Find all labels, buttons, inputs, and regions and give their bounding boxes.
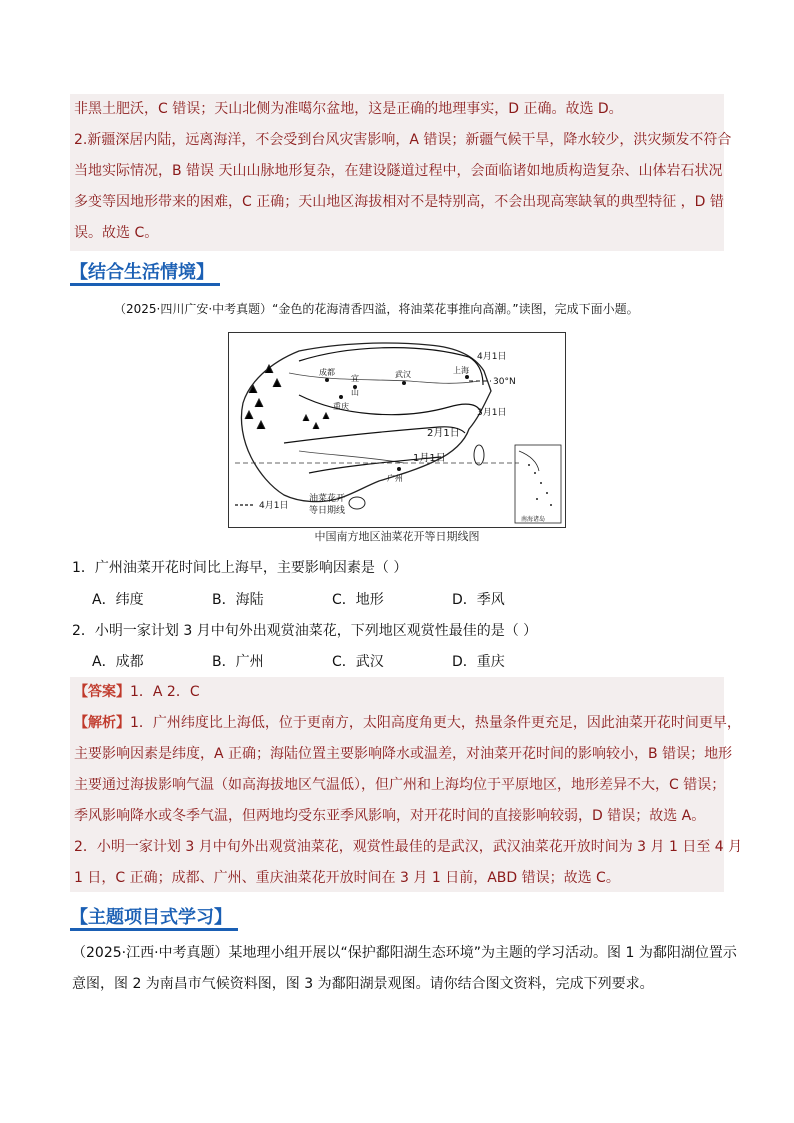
label-wuhan: 武汉	[395, 370, 411, 379]
question-2-stem: 2．小明一家计划 3 月中旬外出观赏油菜花，下列地区观赏性最佳的是（ ）	[72, 623, 538, 639]
legend-date-label: 4月1日	[259, 501, 289, 511]
label-chengdu: 成都	[319, 368, 335, 377]
label-jan1: 1月1日	[413, 453, 446, 464]
legend-text-line1: 油菜花开	[309, 494, 346, 504]
label-guangzhou: 广州	[387, 474, 403, 483]
answer-line: 2.新疆深居内陆，远离海洋，不会受到台风灾害影响，A 错误；新疆气候干旱，降水较少，洪灾频发不符合	[74, 132, 732, 148]
city-point-guangzhou	[397, 467, 401, 471]
analysis-line: 1 日，C 正确；成都、广州、重庆油菜花开放时间在 3 月 1 日前，ABD 错误；故选 C。	[74, 870, 620, 886]
question-intro: （2025·四川广安·中考真题）“金色的花海清香四溢，将油菜花事推向高潮。”读图，完成下面小题。	[114, 302, 639, 316]
inset-coast	[519, 451, 539, 471]
option-d: D．重庆	[452, 654, 505, 670]
analysis-line: 季风影响降水或冬季气温，但两地均受东亚季风影响，对开花时间的直接影响较弱，D 错误；故选 A。	[74, 808, 706, 824]
rapeseed-bloom-map	[228, 332, 566, 528]
question-1-stem: 1．广州油菜开花时间比上海早，主要影响因素是（ ）	[72, 560, 408, 576]
label-chongqing: 重庆	[333, 402, 349, 411]
legend-text-line2: 等日期线	[309, 506, 346, 516]
option-a: A．纬度	[92, 592, 144, 608]
answer-text: 1．A 2．C	[130, 684, 200, 700]
answer-analysis-block	[70, 677, 743, 892]
option-c: C．地形	[332, 592, 384, 608]
mountain-symbols	[245, 365, 329, 429]
analysis-line: 主要通过海拔影响气温（如高海拔地区气温低），但广州和上海均位于平原地区，地形差异不大，C 错误；	[74, 777, 726, 793]
label-feb1: 2月1日	[427, 428, 460, 439]
isoline-mar1	[299, 395, 481, 415]
option-a: A．成都	[92, 654, 144, 670]
label-apr1: 4月1日	[477, 352, 507, 362]
project-intro-line: 意图，图 2 为南昌市气候资料图，图 3 为鄱阳湖景观图。请你结合图文资料，完成下列要求。	[72, 976, 654, 992]
section-heading-project-learning	[70, 903, 232, 931]
city-point-shanghai	[465, 375, 469, 379]
option-d: D．季风	[452, 592, 505, 608]
inset-box	[515, 445, 561, 523]
label-shan: 山	[351, 388, 359, 397]
label-30n: 30°N	[493, 377, 516, 387]
city-point-chongqing	[339, 395, 343, 399]
section-heading-life-context	[70, 258, 214, 286]
answer-line: 误。故选 C。	[74, 225, 159, 241]
taiwan-island	[474, 445, 484, 465]
inset-label: 南海诸岛	[521, 516, 546, 523]
city-point-wuhan	[402, 381, 406, 385]
answer-line: 非黑土肥沃，C 错误；天山北侧为准噶尔盆地，这是正确的地理事实，D 正确。故选 D。	[74, 101, 623, 117]
label-shanghai: 上海	[453, 366, 469, 375]
answer-line: 多变等因地形带来的困难，C 正确；天山地区海拔相对不是特别高，不会出现高寒缺氧的典型特征 ，D 错	[74, 194, 724, 210]
heading-underline	[70, 928, 238, 931]
analysis-line	[70, 708, 741, 739]
heading-underline	[70, 283, 220, 286]
section-title: 【主题项目式学习】	[70, 907, 232, 928]
hainan-island	[349, 497, 365, 509]
figure-caption: 中国南方地区油菜花开等日期线图	[314, 530, 480, 543]
answer-line: 当地实际情况，B 错误 天山山脉地形复杂，在建设隧道过程中，会面临诸如地质构造复杂、山体岩石状况	[74, 163, 723, 179]
answer-line	[70, 677, 724, 708]
previous-answer-block	[70, 94, 732, 251]
analysis-line: 2．小明一家计划 3 月中旬外出观赏油菜花，观赏性最佳的是武汉，武汉油菜花开放时间为 3 月 1 日至 4 月	[74, 839, 743, 855]
pearl-river	[299, 451, 404, 463]
analysis-text: 1．广州纬度比上海低，位于更南方，太阳高度角更大，热量条件更充足，因此油菜开花时间更早，	[130, 715, 741, 731]
project-intro-line: （2025·江西·中考真题）某地理小组开展以“保护鄱阳湖生态环境”为主题的学习活动。图 1 为鄱阳湖位置示	[72, 945, 737, 961]
map-drawing	[229, 333, 565, 527]
yangtze-river	[289, 373, 479, 383]
option-c: C．武汉	[332, 654, 384, 670]
option-b: B．海陆	[212, 592, 264, 608]
question-2-options	[92, 651, 572, 673]
section-title: 【结合生活情境】	[70, 262, 214, 283]
question-1-options	[92, 589, 572, 611]
city-point-chengdu	[325, 378, 329, 382]
label-yichang: 宜	[351, 374, 359, 383]
answer-tag: 【答案】	[74, 684, 130, 700]
analysis-line: 主要影响因素是纬度，A 正确；海陆位置主要影响降水或温差，对油菜开花时间的影响较小，B 错误；地形	[74, 746, 733, 762]
label-mar1: 3月1日	[477, 408, 507, 418]
inset-islands	[528, 464, 552, 506]
analysis-tag: 【解析】	[74, 715, 130, 731]
option-b: B．广州	[212, 654, 264, 670]
